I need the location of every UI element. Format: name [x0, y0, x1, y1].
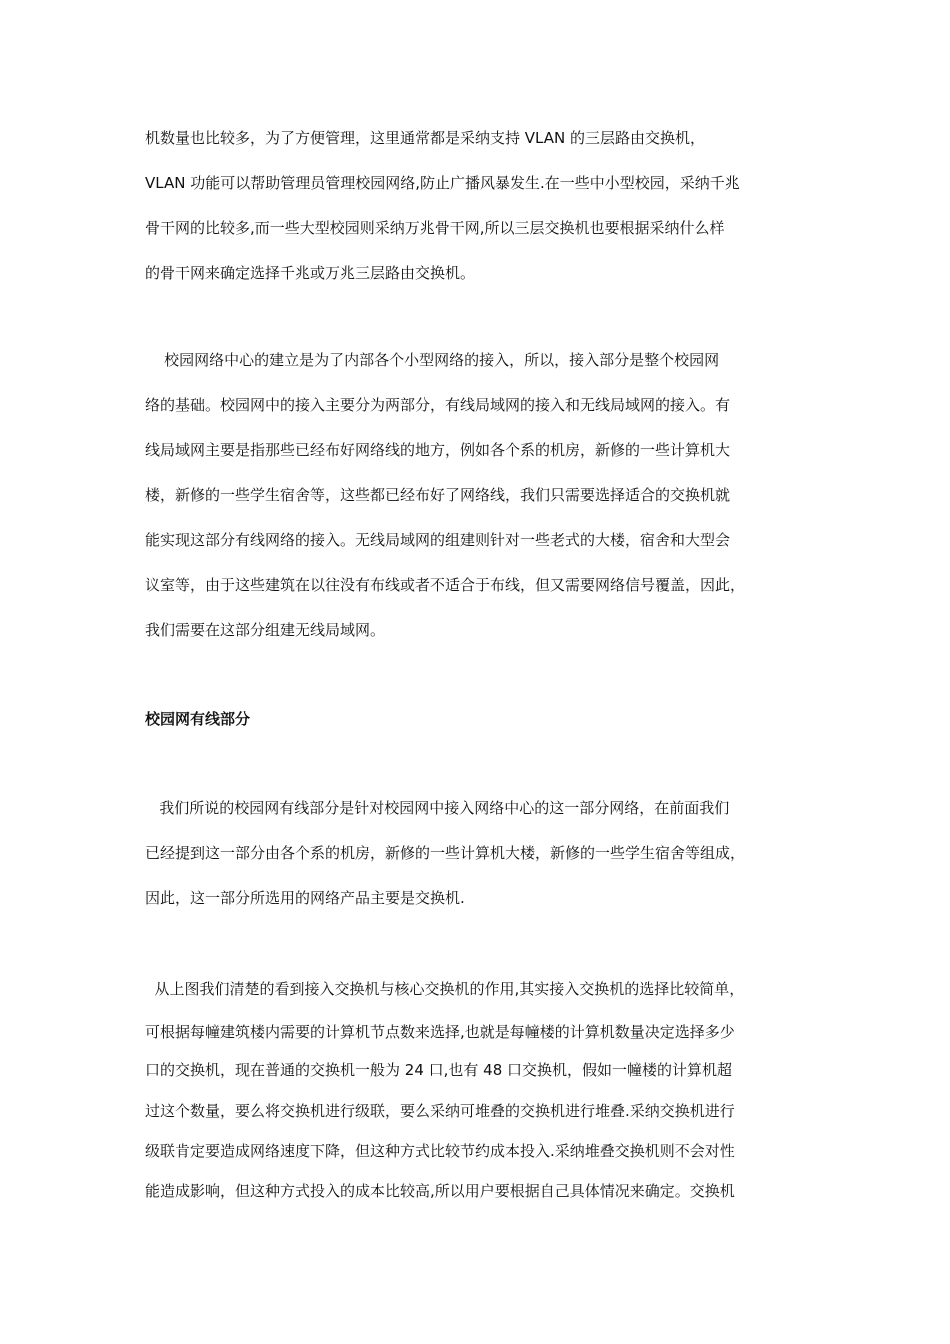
paragraph-line: VLAN 功能可以帮助管理员管理校园网络,防止广播风暴发生.在一些中小型校园，采纳千兆	[145, 174, 740, 192]
paragraph-line: 因此，这一部分所选用的网络产品主要是交换机.	[145, 889, 465, 907]
paragraph-line: 我们所说的校园网有线部分是针对校园网中接入网络中心的这一部分网络，在前面我们	[145, 799, 730, 817]
paragraph-line: 口的交换机，现在普通的交换机一般为 24 口,也有 48 口交换机，假如一幢楼的计算机超	[145, 1061, 733, 1079]
paragraph-line: 楼，新修的一些学生宿舍等，这些都已经布好了网络线，我们只需要选择适合的交换机就	[145, 486, 731, 504]
paragraph-line: 能造成影响，但这种方式投入的成本比较高,所以用户要根据自己具体情况来确定。交换机	[145, 1182, 735, 1200]
paragraph-line: 骨干网的比较多,而一些大型校园则采纳万兆骨干网,所以三层交换机也要根据采纳什么样	[145, 219, 725, 237]
section-heading: 校园网有线部分	[145, 710, 251, 728]
paragraph-line: 能实现这部分有线网络的接入。无线局域网的组建则针对一些老式的大楼，宿舍和大型会	[145, 531, 731, 549]
paragraph-line: 可根据每幢建筑楼内需要的计算机节点数来选择,也就是每幢楼的计算机数量决定选择多少	[145, 1023, 735, 1041]
paragraph-line: 校园网络中心的建立是为了内部各个小型网络的接入，所以，接入部分是整个校园网	[145, 351, 720, 369]
paragraph-line: 的骨干网来确定选择千兆或万兆三层路由交换机。	[145, 264, 476, 282]
paragraph-line: 机数量也比较多，为了方便管理，这里通常都是采纳支持 VLAN 的三层路由交换机，	[145, 129, 705, 147]
paragraph-line: 我们需要在这部分组建无线局域网。	[145, 621, 386, 639]
paragraph-line: 从上图我们清楚的看到接入交换机与核心交换机的作用,其实接入交换机的选择比较简单，	[145, 980, 745, 998]
paragraph-line: 议室等，由于这些建筑在以往没有布线或者不适合于布线，但又需要网络信号覆盖，因此，	[145, 576, 746, 594]
paragraph-line: 级联肯定要造成网络速度下降，但这种方式比较节约成本投入.采纳堆叠交换机则不会对性	[145, 1142, 735, 1160]
paragraph-line: 过这个数量，要么将交换机进行级联，要么采纳可堆叠的交换机进行堆叠.采纳交换机进行	[145, 1102, 735, 1120]
paragraph-line: 线局域网主要是指那些已经布好网络线的地方，例如各个系的机房，新修的一些计算机大	[145, 441, 731, 459]
paragraph-line: 络的基础。校园网中的接入主要分为两部分，有线局域网的接入和无线局域网的接入。有	[145, 396, 731, 414]
paragraph-line: 已经提到这一部分由各个系的机房，新修的一些计算机大楼，新修的一些学生宿舍等组成，	[145, 844, 746, 862]
